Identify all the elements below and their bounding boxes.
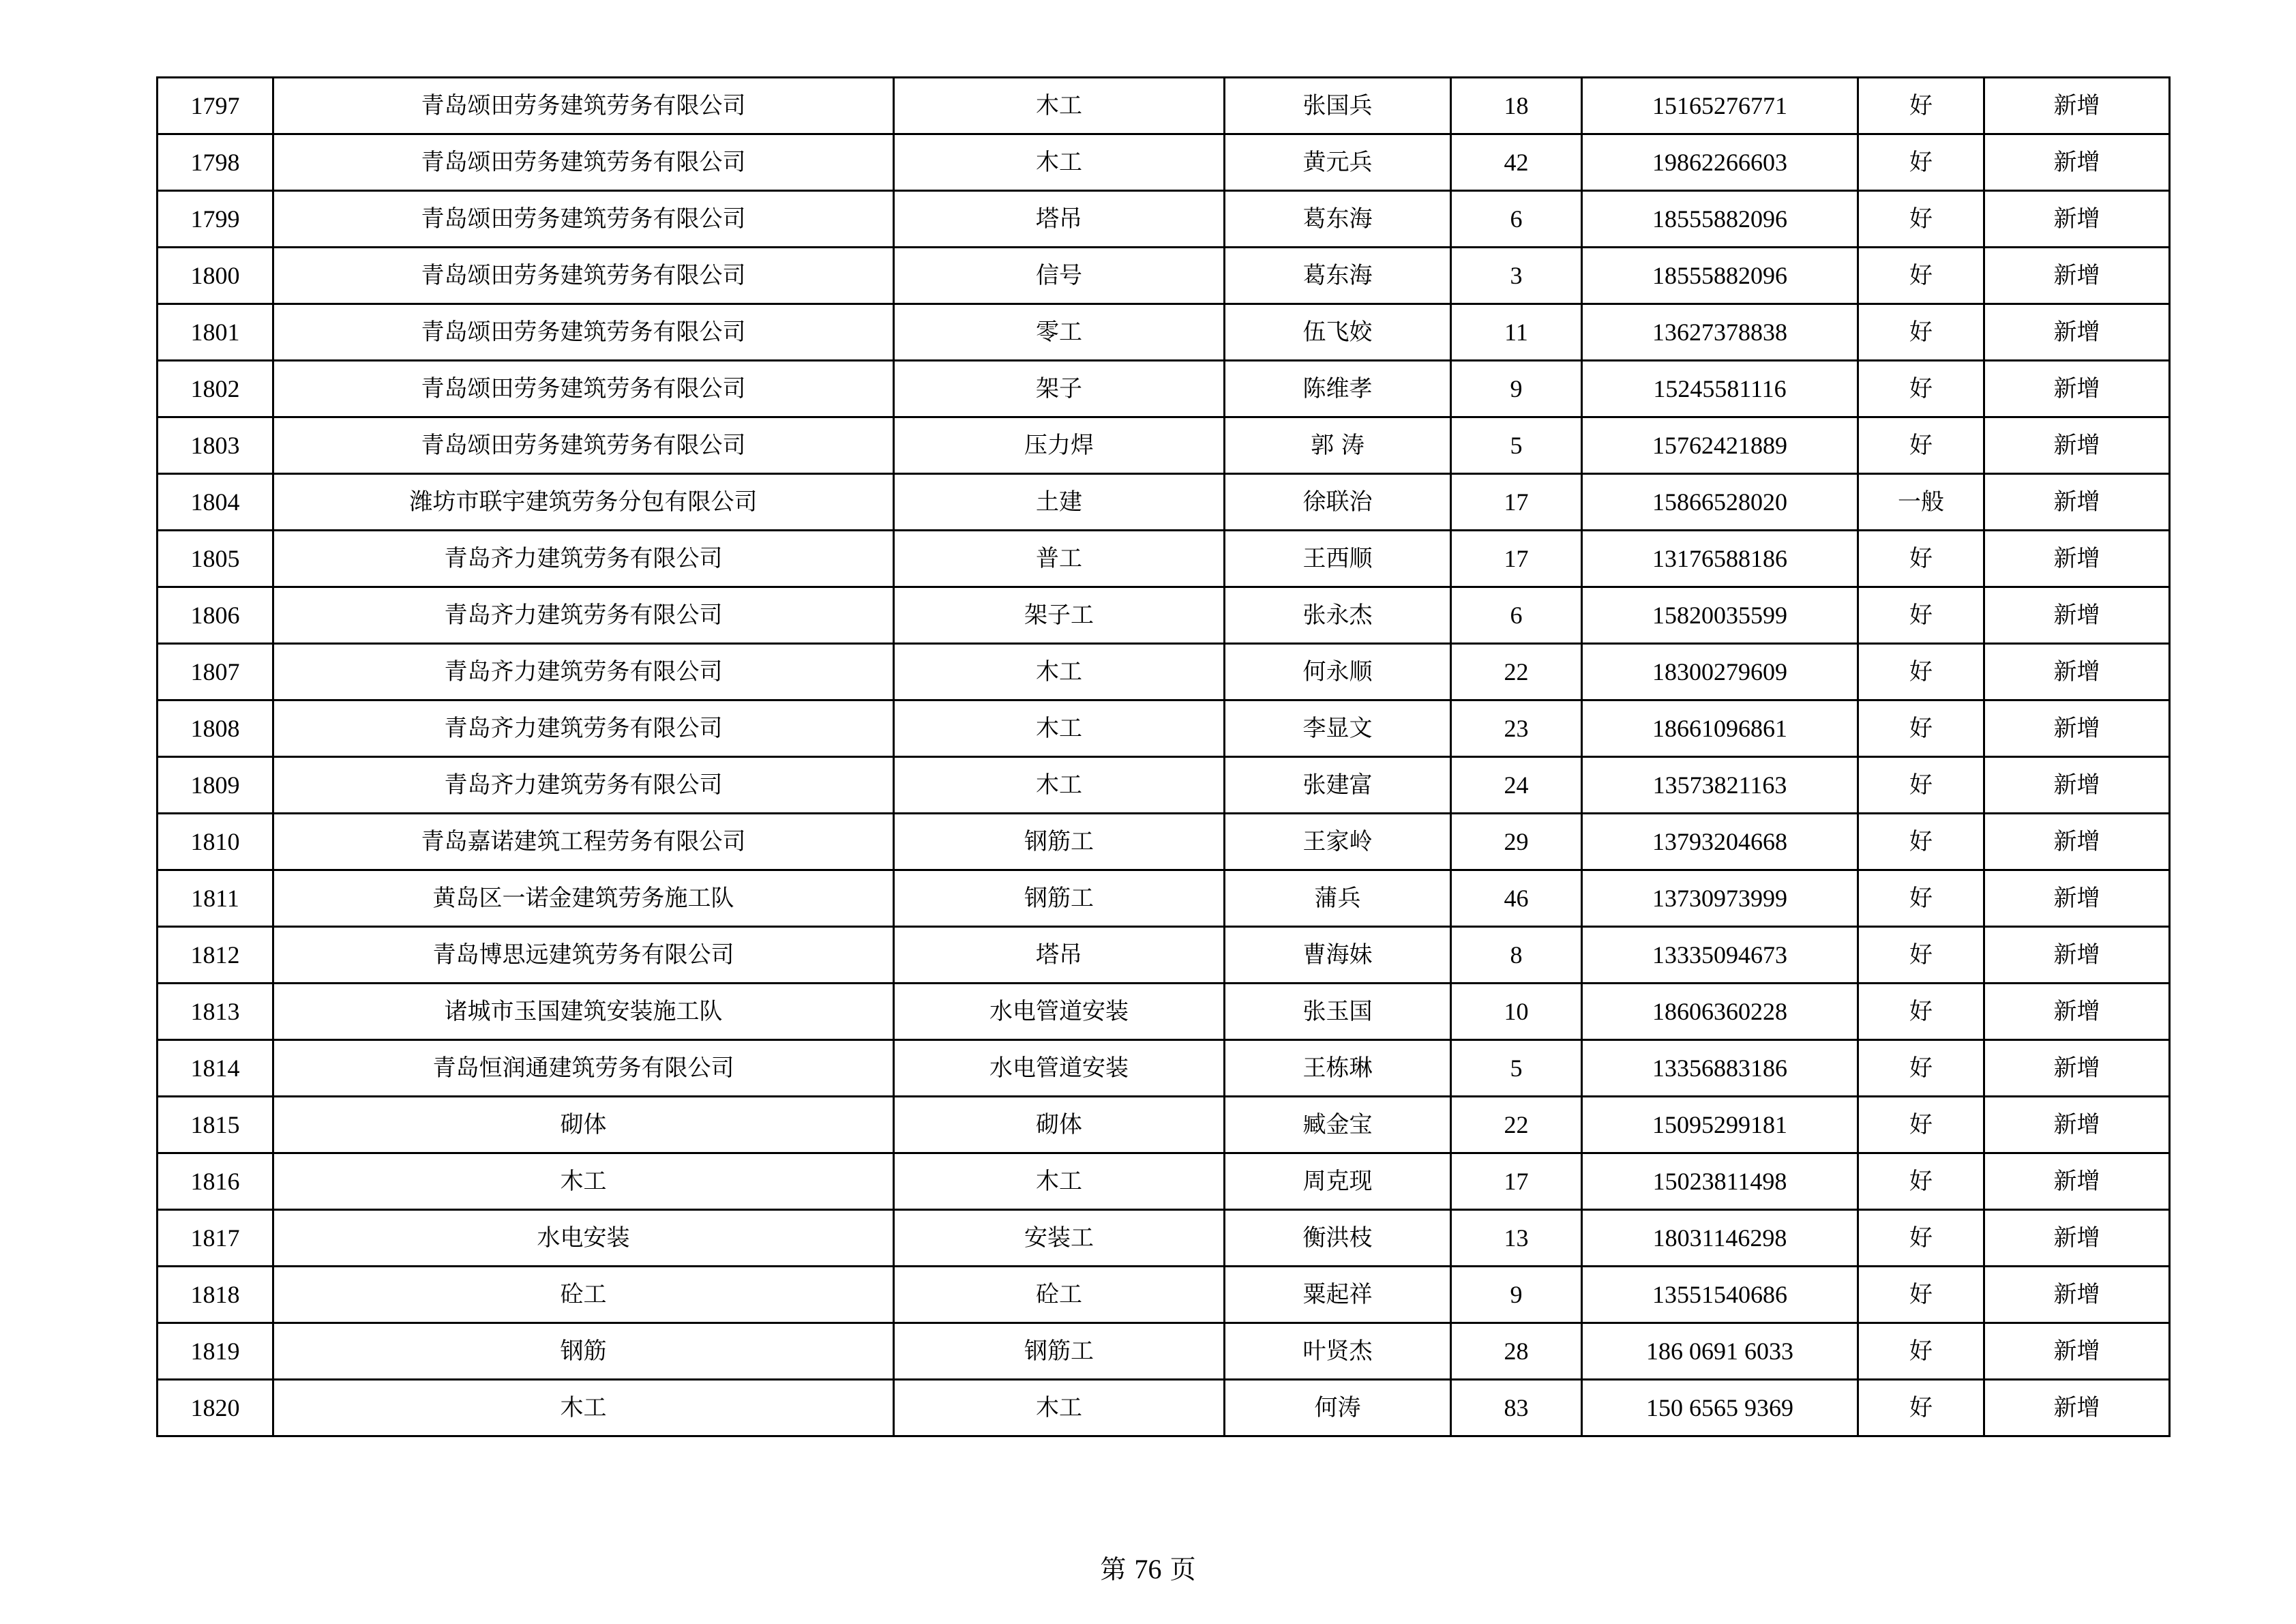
cell-headcount: 17: [1451, 474, 1582, 531]
cell-team-leader: 衡洪枝: [1225, 1210, 1451, 1267]
cell-team-leader: 何涛: [1225, 1380, 1451, 1436]
cell-trade: 信号: [894, 248, 1225, 304]
cell-company-name: 木工: [273, 1153, 894, 1210]
cell-rating: 好: [1858, 1040, 1984, 1097]
cell-trade: 木工: [894, 757, 1225, 814]
cell-status: 新增: [1984, 1380, 2170, 1436]
cell-rating: 好: [1858, 1267, 1984, 1323]
cell-team-leader: 王西顺: [1225, 531, 1451, 587]
cell-status: 新增: [1984, 1097, 2170, 1153]
cell-headcount: 6: [1451, 191, 1582, 248]
cell-status: 新增: [1984, 134, 2170, 191]
cell-team-leader: 张建富: [1225, 757, 1451, 814]
cell-company-name: 青岛博思远建筑劳务有限公司: [273, 927, 894, 984]
cell-team-leader: 伍飞姣: [1225, 304, 1451, 361]
cell-headcount: 22: [1451, 1097, 1582, 1153]
cell-company-name: 潍坊市联宇建筑劳务分包有限公司: [273, 474, 894, 531]
cell-phone: 18031146298: [1582, 1210, 1858, 1267]
cell-team-leader: 周克现: [1225, 1153, 1451, 1210]
cell-team-leader: 叶贤杰: [1225, 1323, 1451, 1380]
cell-rating: 好: [1858, 1153, 1984, 1210]
cell-trade: 水电管道安装: [894, 984, 1225, 1040]
table-row: [158, 248, 2170, 304]
cell-team-leader: 张国兵: [1225, 78, 1451, 134]
cell-team-leader: 葛东海: [1225, 248, 1451, 304]
table-row: [158, 304, 2170, 361]
cell-serial-number: 1797: [158, 78, 273, 134]
cell-phone: 15762421889: [1582, 417, 1858, 474]
table-row: [158, 417, 2170, 474]
roster-table: [156, 76, 2171, 1437]
cell-company-name: 水电安装: [273, 1210, 894, 1267]
table-row: [158, 814, 2170, 870]
cell-status: 新增: [1984, 531, 2170, 587]
cell-status: 新增: [1984, 474, 2170, 531]
cell-headcount: 11: [1451, 304, 1582, 361]
cell-headcount: 28: [1451, 1323, 1582, 1380]
roster-body: [158, 78, 2170, 1436]
table-row: [158, 700, 2170, 757]
cell-phone: 15866528020: [1582, 474, 1858, 531]
cell-trade: 木工: [894, 1153, 1225, 1210]
cell-serial-number: 1809: [158, 757, 273, 814]
page-footer: [0, 1548, 2296, 1586]
cell-status: 新增: [1984, 644, 2170, 700]
cell-rating: 好: [1858, 304, 1984, 361]
cell-company-name: 青岛齐力建筑劳务有限公司: [273, 644, 894, 700]
cell-serial-number: 1798: [158, 134, 273, 191]
cell-phone: 18555882096: [1582, 248, 1858, 304]
cell-headcount: 8: [1451, 927, 1582, 984]
cell-serial-number: 1806: [158, 587, 273, 644]
page-footer-suffix: 页: [1169, 1554, 1196, 1584]
cell-status: 新增: [1984, 757, 2170, 814]
cell-serial-number: 1800: [158, 248, 273, 304]
table-row: [158, 587, 2170, 644]
cell-serial-number: 1803: [158, 417, 273, 474]
cell-rating: 好: [1858, 757, 1984, 814]
cell-phone: 13551540686: [1582, 1267, 1858, 1323]
cell-headcount: 23: [1451, 700, 1582, 757]
table-row: [158, 191, 2170, 248]
table-row: [158, 474, 2170, 531]
cell-team-leader: 李显文: [1225, 700, 1451, 757]
cell-company-name: 青岛齐力建筑劳务有限公司: [273, 531, 894, 587]
cell-status: 新增: [1984, 1040, 2170, 1097]
cell-rating: 好: [1858, 700, 1984, 757]
cell-trade: 木工: [894, 700, 1225, 757]
cell-phone: 13356883186: [1582, 1040, 1858, 1097]
cell-headcount: 10: [1451, 984, 1582, 1040]
cell-serial-number: 1817: [158, 1210, 273, 1267]
cell-headcount: 17: [1451, 531, 1582, 587]
cell-rating: 好: [1858, 531, 1984, 587]
table-row: [158, 984, 2170, 1040]
cell-team-leader: 黄元兵: [1225, 134, 1451, 191]
cell-serial-number: 1818: [158, 1267, 273, 1323]
cell-trade: 架子: [894, 361, 1225, 417]
cell-company-name: 青岛恒润通建筑劳务有限公司: [273, 1040, 894, 1097]
cell-rating: 好: [1858, 417, 1984, 474]
cell-status: 新增: [1984, 191, 2170, 248]
cell-trade: 砼工: [894, 1267, 1225, 1323]
cell-status: 新增: [1984, 927, 2170, 984]
cell-status: 新增: [1984, 304, 2170, 361]
cell-company-name: 砌体: [273, 1097, 894, 1153]
cell-trade: 土建: [894, 474, 1225, 531]
cell-headcount: 42: [1451, 134, 1582, 191]
cell-headcount: 9: [1451, 361, 1582, 417]
cell-company-name: 青岛颂田劳务建筑劳务有限公司: [273, 417, 894, 474]
cell-status: 新增: [1984, 361, 2170, 417]
cell-rating: 好: [1858, 984, 1984, 1040]
cell-serial-number: 1810: [158, 814, 273, 870]
cell-company-name: 诸城市玉国建筑安装施工队: [273, 984, 894, 1040]
cell-rating: 好: [1858, 78, 1984, 134]
cell-trade: 钢筋工: [894, 870, 1225, 927]
cell-phone: 13335094673: [1582, 927, 1858, 984]
cell-phone: 15095299181: [1582, 1097, 1858, 1153]
cell-team-leader: 郭 涛: [1225, 417, 1451, 474]
cell-rating: 好: [1858, 1097, 1984, 1153]
cell-team-leader: 曹海妹: [1225, 927, 1451, 984]
table-row: [158, 927, 2170, 984]
table-row: [158, 1040, 2170, 1097]
cell-phone: 13176588186: [1582, 531, 1858, 587]
cell-rating: 好: [1858, 1210, 1984, 1267]
cell-phone: 150 6565 9369: [1582, 1380, 1858, 1436]
cell-serial-number: 1808: [158, 700, 273, 757]
cell-headcount: 13: [1451, 1210, 1582, 1267]
cell-serial-number: 1804: [158, 474, 273, 531]
cell-status: 新增: [1984, 1153, 2170, 1210]
cell-company-name: 青岛齐力建筑劳务有限公司: [273, 757, 894, 814]
cell-serial-number: 1820: [158, 1380, 273, 1436]
cell-phone: 13627378838: [1582, 304, 1858, 361]
cell-rating: 好: [1858, 814, 1984, 870]
cell-phone: 19862266603: [1582, 134, 1858, 191]
table-row: [158, 1153, 2170, 1210]
cell-serial-number: 1807: [158, 644, 273, 700]
cell-trade: 架子工: [894, 587, 1225, 644]
cell-status: 新增: [1984, 78, 2170, 134]
cell-trade: 压力焊: [894, 417, 1225, 474]
cell-company-name: 钢筋: [273, 1323, 894, 1380]
cell-trade: 木工: [894, 644, 1225, 700]
cell-status: 新增: [1984, 417, 2170, 474]
table-row: [158, 1210, 2170, 1267]
cell-company-name: 木工: [273, 1380, 894, 1436]
cell-trade: 钢筋工: [894, 1323, 1225, 1380]
cell-serial-number: 1802: [158, 361, 273, 417]
cell-company-name: 青岛颂田劳务建筑劳务有限公司: [273, 78, 894, 134]
table-row: [158, 870, 2170, 927]
cell-rating: 好: [1858, 1323, 1984, 1380]
cell-trade: 普工: [894, 531, 1225, 587]
cell-phone: 18606360228: [1582, 984, 1858, 1040]
cell-headcount: 5: [1451, 417, 1582, 474]
table-row: [158, 1267, 2170, 1323]
cell-headcount: 18: [1451, 78, 1582, 134]
table-row: [158, 1380, 2170, 1436]
table-row: [158, 1097, 2170, 1153]
cell-team-leader: 徐联治: [1225, 474, 1451, 531]
table-row: [158, 531, 2170, 587]
cell-phone: 13793204668: [1582, 814, 1858, 870]
cell-serial-number: 1805: [158, 531, 273, 587]
cell-phone: 18661096861: [1582, 700, 1858, 757]
cell-status: 新增: [1984, 700, 2170, 757]
cell-phone: 18300279609: [1582, 644, 1858, 700]
cell-rating: 好: [1858, 361, 1984, 417]
table-row: [158, 134, 2170, 191]
cell-phone: 13730973999: [1582, 870, 1858, 927]
cell-rating: 好: [1858, 248, 1984, 304]
cell-serial-number: 1815: [158, 1097, 273, 1153]
cell-status: 新增: [1984, 248, 2170, 304]
cell-company-name: 青岛嘉诺建筑工程劳务有限公司: [273, 814, 894, 870]
cell-headcount: 22: [1451, 644, 1582, 700]
cell-rating: 好: [1858, 134, 1984, 191]
cell-headcount: 3: [1451, 248, 1582, 304]
cell-status: 新增: [1984, 814, 2170, 870]
cell-rating: 好: [1858, 191, 1984, 248]
cell-phone: 15023811498: [1582, 1153, 1858, 1210]
cell-status: 新增: [1984, 1210, 2170, 1267]
table-row: [158, 757, 2170, 814]
cell-company-name: 青岛颂田劳务建筑劳务有限公司: [273, 134, 894, 191]
cell-status: 新增: [1984, 587, 2170, 644]
cell-serial-number: 1812: [158, 927, 273, 984]
page-footer-prefix: 第: [1100, 1554, 1127, 1584]
cell-headcount: 17: [1451, 1153, 1582, 1210]
cell-trade: 木工: [894, 78, 1225, 134]
cell-phone: 18555882096: [1582, 191, 1858, 248]
cell-serial-number: 1816: [158, 1153, 273, 1210]
cell-company-name: 青岛齐力建筑劳务有限公司: [273, 587, 894, 644]
cell-headcount: 5: [1451, 1040, 1582, 1097]
cell-phone: 13573821163: [1582, 757, 1858, 814]
cell-phone: 15245581116: [1582, 361, 1858, 417]
cell-trade: 木工: [894, 1380, 1225, 1436]
cell-team-leader: 张永杰: [1225, 587, 1451, 644]
cell-team-leader: 何永顺: [1225, 644, 1451, 700]
cell-trade: 木工: [894, 134, 1225, 191]
table-row: [158, 644, 2170, 700]
cell-company-name: 青岛齐力建筑劳务有限公司: [273, 700, 894, 757]
cell-team-leader: 张玉国: [1225, 984, 1451, 1040]
cell-serial-number: 1799: [158, 191, 273, 248]
cell-team-leader: 陈维孝: [1225, 361, 1451, 417]
cell-trade: 塔吊: [894, 191, 1225, 248]
cell-serial-number: 1819: [158, 1323, 273, 1380]
cell-phone: 15165276771: [1582, 78, 1858, 134]
cell-status: 新增: [1984, 870, 2170, 927]
cell-company-name: 青岛颂田劳务建筑劳务有限公司: [273, 304, 894, 361]
cell-company-name: 砼工: [273, 1267, 894, 1323]
cell-team-leader: 王栋琳: [1225, 1040, 1451, 1097]
cell-phone: 186 0691 6033: [1582, 1323, 1858, 1380]
cell-rating: 一般: [1858, 474, 1984, 531]
cell-trade: 零工: [894, 304, 1225, 361]
table-row: [158, 1323, 2170, 1380]
cell-company-name: 青岛颂田劳务建筑劳务有限公司: [273, 248, 894, 304]
cell-rating: 好: [1858, 587, 1984, 644]
cell-serial-number: 1814: [158, 1040, 273, 1097]
cell-rating: 好: [1858, 1380, 1984, 1436]
cell-company-name: 青岛颂田劳务建筑劳务有限公司: [273, 191, 894, 248]
cell-team-leader: 王家岭: [1225, 814, 1451, 870]
cell-serial-number: 1801: [158, 304, 273, 361]
cell-headcount: 24: [1451, 757, 1582, 814]
cell-trade: 砌体: [894, 1097, 1225, 1153]
cell-rating: 好: [1858, 644, 1984, 700]
table-row: [158, 361, 2170, 417]
cell-serial-number: 1813: [158, 984, 273, 1040]
cell-team-leader: 葛东海: [1225, 191, 1451, 248]
cell-team-leader: 蒲兵: [1225, 870, 1451, 927]
cell-trade: 塔吊: [894, 927, 1225, 984]
cell-headcount: 9: [1451, 1267, 1582, 1323]
cell-trade: 水电管道安装: [894, 1040, 1225, 1097]
cell-serial-number: 1811: [158, 870, 273, 927]
page-number: 76: [1134, 1554, 1162, 1584]
cell-headcount: 83: [1451, 1380, 1582, 1436]
cell-rating: 好: [1858, 927, 1984, 984]
cell-phone: 15820035599: [1582, 587, 1858, 644]
cell-trade: 钢筋工: [894, 814, 1225, 870]
cell-status: 新增: [1984, 1267, 2170, 1323]
cell-rating: 好: [1858, 870, 1984, 927]
cell-team-leader: 粟起祥: [1225, 1267, 1451, 1323]
cell-status: 新增: [1984, 984, 2170, 1040]
cell-headcount: 6: [1451, 587, 1582, 644]
cell-team-leader: 臧金宝: [1225, 1097, 1451, 1153]
cell-headcount: 29: [1451, 814, 1582, 870]
cell-status: 新增: [1984, 1323, 2170, 1380]
cell-company-name: 黄岛区一诺金建筑劳务施工队: [273, 870, 894, 927]
table-row: [158, 78, 2170, 134]
cell-trade: 安装工: [894, 1210, 1225, 1267]
cell-headcount: 46: [1451, 870, 1582, 927]
cell-company-name: 青岛颂田劳务建筑劳务有限公司: [273, 361, 894, 417]
